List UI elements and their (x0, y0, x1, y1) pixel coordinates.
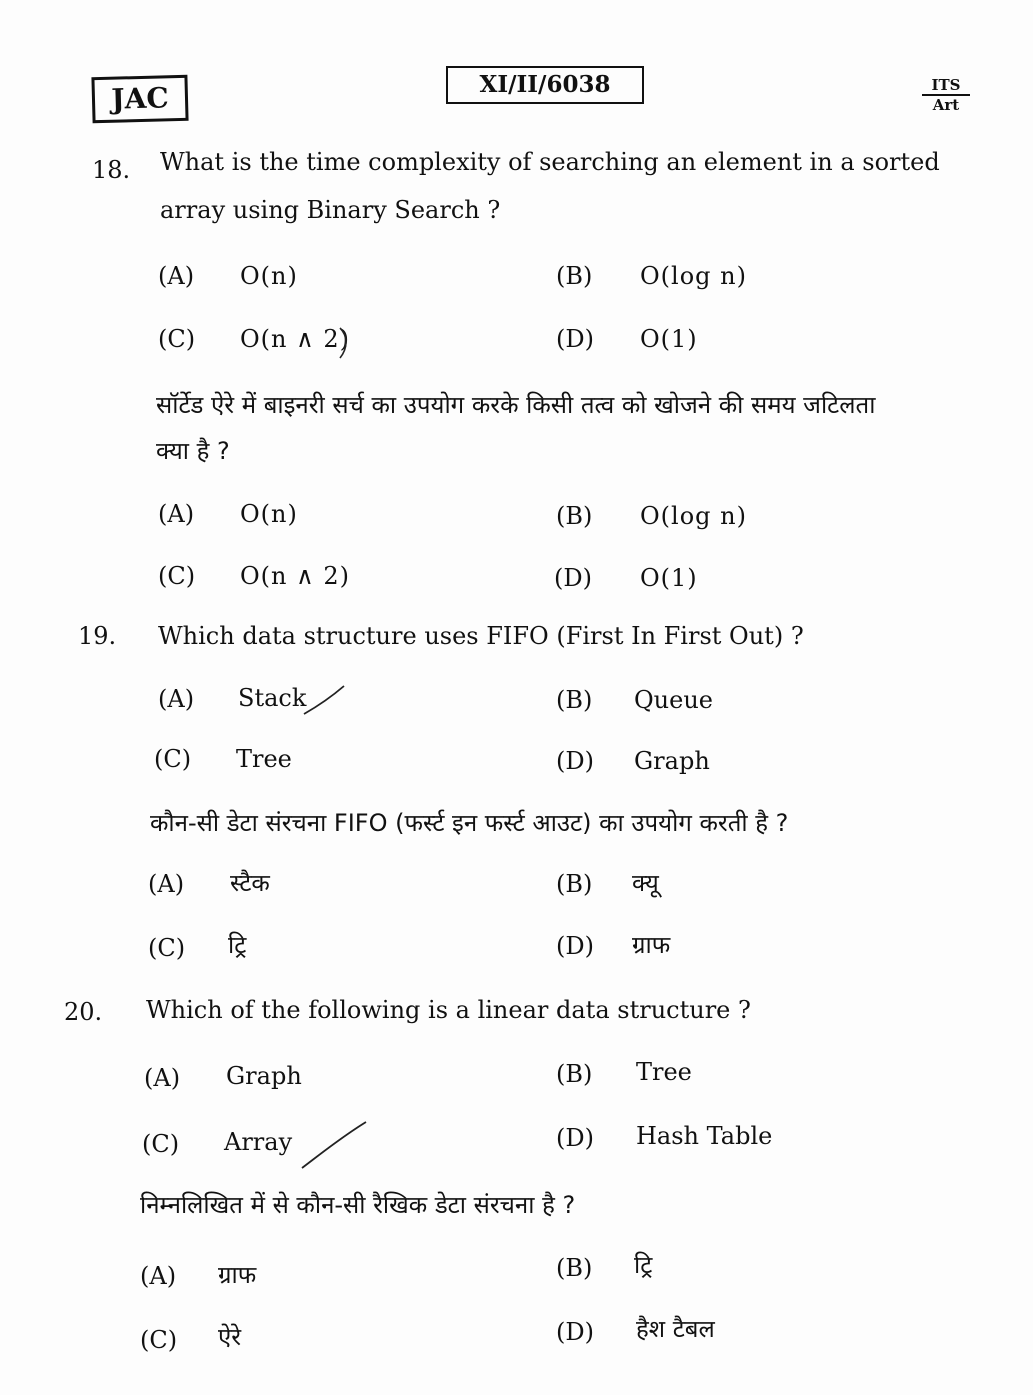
option-value: Tree (636, 1058, 692, 1086)
option-value: ग्राफ (218, 1261, 257, 1289)
option-label: (A) (148, 870, 185, 898)
question-number: 20. (64, 998, 103, 1026)
question-text-hi-cont: क्या है ? (156, 437, 230, 465)
option-label: (A) (158, 685, 195, 713)
option-label: (C) (154, 745, 192, 773)
option-value: ग्राफ (632, 931, 671, 959)
option-label: (C) (140, 1326, 178, 1354)
option-label: (B) (556, 870, 593, 898)
stream-label (922, 76, 970, 114)
question-text-hi: कौन-सी डेटा संरचना FIFO (फर्स्ट इन फर्स्ट आउट) का उपयोग करती है ? (150, 809, 789, 837)
pen-tick-mark (294, 1118, 374, 1174)
question-number: 19. (78, 622, 117, 650)
option-value: O(n ∧ 2) (240, 562, 350, 590)
question-text-en: Which of the following is a linear data structure ? (146, 996, 751, 1024)
option-label: (D) (556, 1318, 594, 1346)
option-value: ट्रि (634, 1251, 653, 1279)
question-text-en-cont: array using Binary Search ? (160, 196, 501, 224)
option-value: O(1) (640, 325, 698, 353)
question-text-hi: निम्नलिखित में से कौन-सी रैखिक डेटा संरचना है ? (140, 1191, 576, 1219)
board-label: JAC (110, 81, 170, 116)
option-value: Queue (634, 686, 713, 714)
option-label: (B) (556, 1254, 593, 1282)
option-value: O(n) (240, 500, 298, 528)
option-label: (C) (158, 562, 196, 590)
option-value: Graph (634, 747, 710, 775)
option-value: O(n ∧ 2) (240, 325, 350, 353)
option-value: Graph (226, 1062, 302, 1090)
question-text-en: What is the time complexity of searching an element in a sorted (160, 148, 940, 176)
option-value: ऐरे (218, 1323, 242, 1351)
option-label: (B) (556, 686, 593, 714)
option-value: Tree (236, 745, 292, 773)
option-label: (D) (556, 747, 594, 775)
question-text-hi: सॉर्टेड ऐरे में बाइनरी सर्च का उपयोग करके किसी तत्व को खोजने की समय जटिलता (156, 391, 876, 419)
question-number: 18. (92, 156, 131, 184)
paper-code-box (446, 66, 644, 104)
option-label: (A) (144, 1064, 181, 1092)
option-label: (D) (556, 1124, 594, 1152)
option-label: (A) (140, 1262, 177, 1290)
option-label: (A) (158, 262, 195, 290)
option-value: Hash Table (636, 1122, 773, 1150)
option-label: (D) (556, 325, 594, 353)
option-value: O(n) (240, 262, 298, 290)
option-label: (B) (556, 1060, 593, 1088)
option-label: (B) (556, 502, 593, 530)
option-value: O(1) (640, 564, 698, 592)
pen-tick-mark (300, 680, 350, 720)
stream-top: ITS (922, 76, 970, 96)
option-value: हैश टैबल (636, 1315, 715, 1343)
option-label: (C) (158, 325, 196, 353)
option-label: (D) (556, 932, 594, 960)
question-text-en: Which data structure uses FIFO (First In First Out) ? (158, 622, 804, 650)
option-value: Stack (238, 684, 307, 712)
option-label: (B) (556, 262, 593, 290)
option-value: O(log n) (640, 262, 747, 290)
option-value: O(log n) (640, 502, 747, 530)
paper-code: XI/II/6038 (479, 71, 611, 98)
option-value: ट्रि (228, 931, 247, 959)
option-value: क्यू (632, 869, 659, 897)
board-logo-box (91, 75, 188, 123)
stream-bottom: Art (932, 96, 960, 114)
option-label: (C) (148, 934, 186, 962)
option-label: (A) (158, 500, 195, 528)
option-label: (D) (554, 564, 592, 592)
option-value: स्टैक (230, 869, 270, 897)
option-value: Array (224, 1128, 293, 1156)
option-label: (C) (142, 1130, 180, 1158)
